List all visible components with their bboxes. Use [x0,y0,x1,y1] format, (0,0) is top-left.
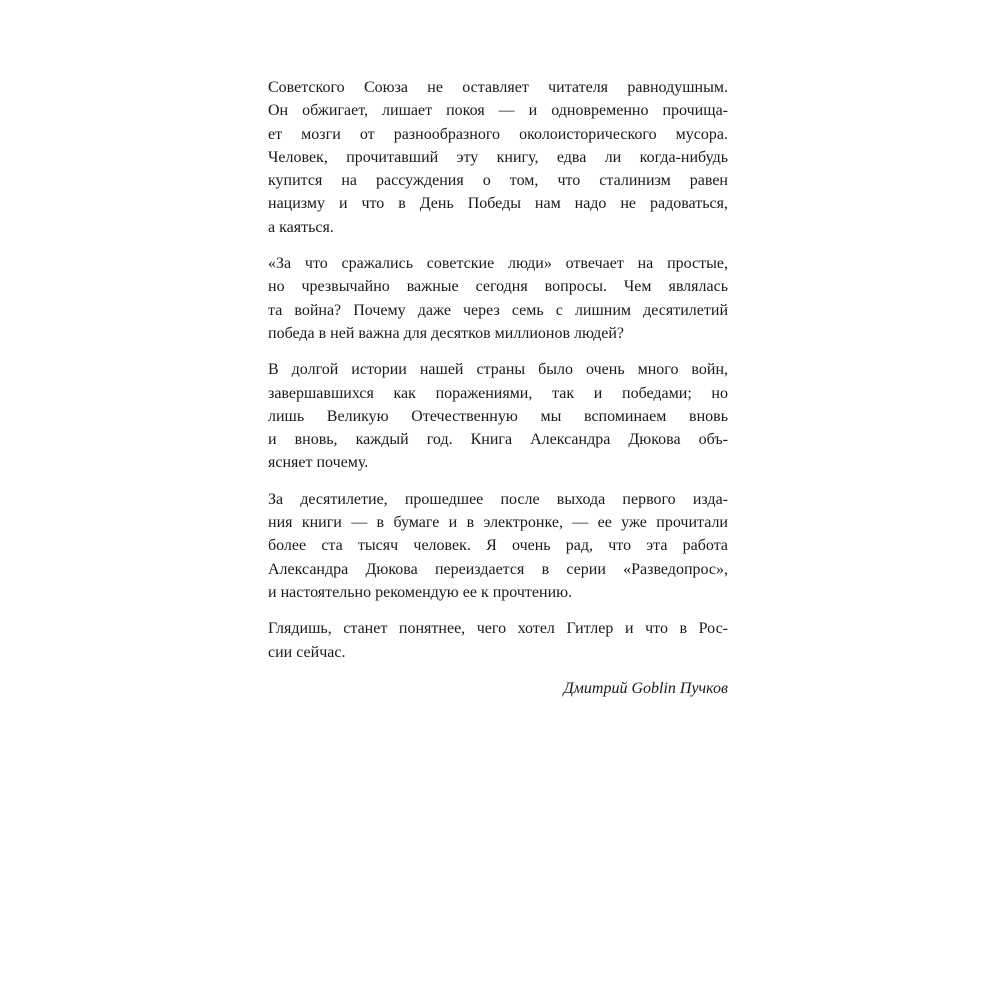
text-line: а каяться. [268,218,334,236]
text-line: Он обжигает, лишает покоя — и одновременно прочища- [268,102,728,120]
text-line: лишь Великую Отечественную мы вспоминаем вновь [268,407,728,425]
text-line: завершавшихся как поражениями, так и победами; но [268,384,728,402]
text-line: Александра Дюкова переиздается в серии «Разведопрос», [268,560,728,578]
text-line: победа в ней важна для десятков миллионов людей? [268,324,625,342]
text-line: Человек, прочитавший эту книгу, едва ли когда-нибудь [268,148,728,166]
text-line: нацизму и что в День Победы нам надо не радоваться, [268,195,728,213]
paragraph-4 [268,488,728,604]
author-signature: Дмитрий Goblin Пучков [563,679,728,697]
text-line: но чрезвычайно важные сегодня вопросы. Чем являлась [268,278,728,296]
text-line: Советского Союза не оставляет читателя равнодушным. [268,79,728,96]
paragraph-2 [268,252,728,345]
text-line: ясняет почему. [268,454,369,472]
text-line: Глядишь, станет понятнее, чего хотел Гитлер и что в Рос- [268,620,728,638]
text-line: сии сейчас. [268,643,346,661]
text-line: и настоятельно рекомендую ее к прочтению. [268,583,573,601]
book-page-text [268,76,728,700]
text-line: более ста тысяч человек. Я очень рад, что эта работа [268,537,728,555]
text-line: и вновь, каждый год. Книга Александра Дюкова объ- [268,431,728,449]
text-line: купится на рассуждения о том, что сталинизм равен [268,172,728,190]
text-line: ет мозги от разнообразного околоисторического мусора. [268,125,728,143]
paragraph-3 [268,358,728,474]
text-line: «За что сражались советские люди» отвечает на простые, [268,255,728,273]
paragraph-1 [268,76,728,239]
text-line: ния книги — в бумаге и в электронке, — ее уже прочитали [268,514,728,532]
text-line: За десятилетие, прошедшее после выхода первого изда- [268,490,728,508]
text-line: В долгой истории нашей страны было очень много войн, [268,361,728,379]
text-line: та война? Почему даже через семь с лишним десятилетий [268,301,728,319]
paragraph-5 [268,617,728,664]
